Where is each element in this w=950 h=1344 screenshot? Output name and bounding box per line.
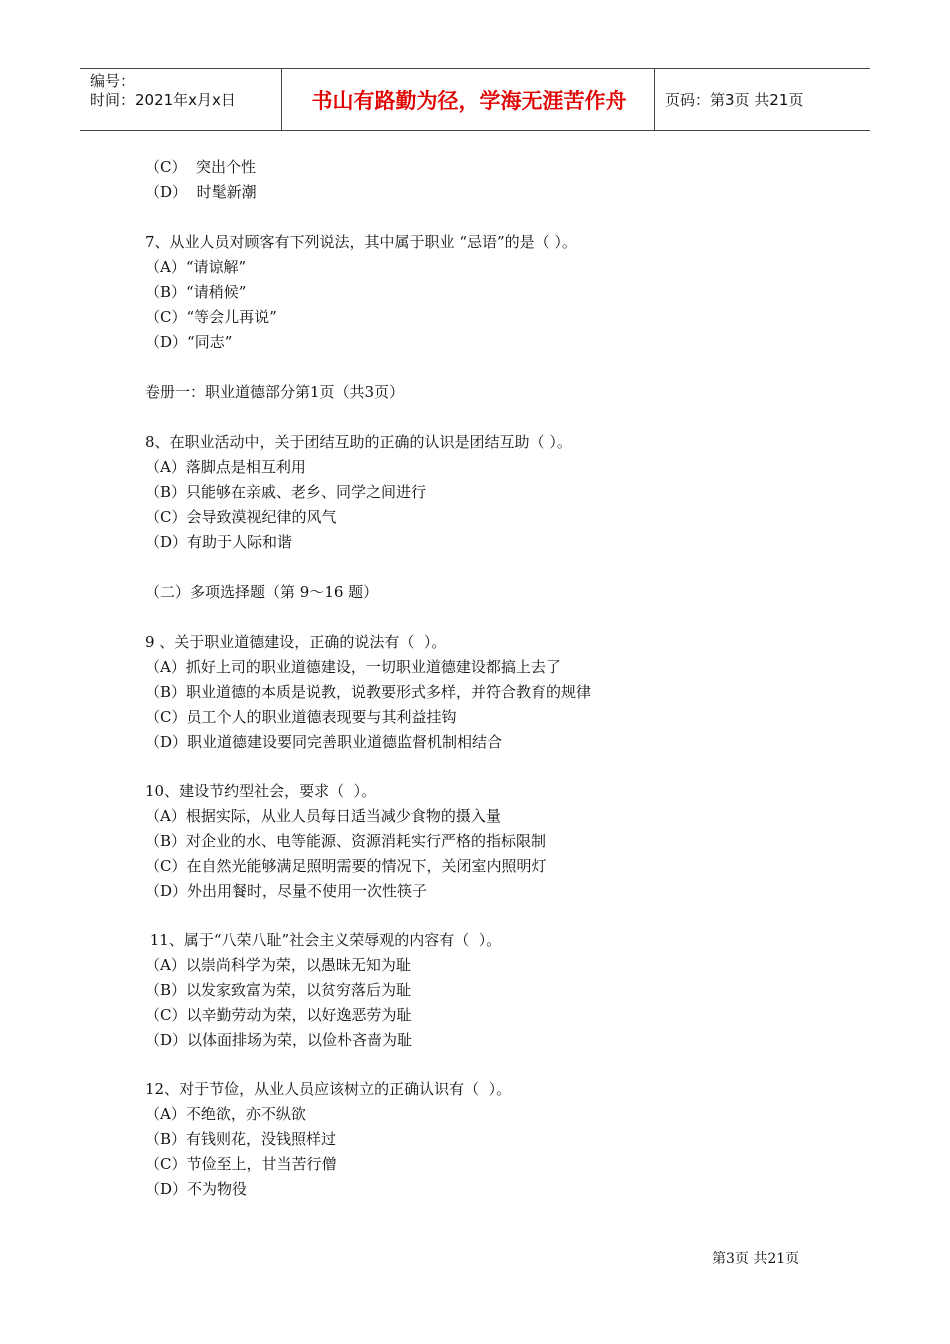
option-line: （A）根据实际，从业人员每日适当减少食物的摄入量 xyxy=(145,807,501,825)
option-line: （D）“同志” xyxy=(145,333,233,351)
section-heading: （二）多项选择题（第 9～16 题） xyxy=(145,583,379,601)
header-meta xyxy=(90,72,236,110)
option-line: （C）“等会儿再说” xyxy=(145,308,277,326)
option-line: （A）抓好上司的职业道德建设，一切职业道德建设都搞上去了 xyxy=(145,658,561,676)
option-line: （D）不为物役 xyxy=(145,1180,248,1198)
option-line: （D） 时髦新潮 xyxy=(145,183,257,201)
option-line: （B）只能够在亲戚、老乡、同学之间进行 xyxy=(145,483,427,501)
option-line: （D）职业道德建设要同完善职业道德监督机制相结合 xyxy=(145,733,503,751)
option-line: （A）落脚点是相互利用 xyxy=(145,458,306,476)
question-line: 10、建设节约型社会，要求（ ）。 xyxy=(145,782,377,800)
question-line: 9 、关于职业道德建设，正确的说法有（ ）。 xyxy=(145,633,447,651)
option-line: （C）节俭至上，甘当苦行僧 xyxy=(145,1155,337,1173)
option-line: （D）有助于人际和谐 xyxy=(145,533,293,551)
header-motto: 书山有路勤为径，学海无涯苦作舟 xyxy=(311,88,627,113)
option-line: （A）“请谅解” xyxy=(145,258,247,276)
option-line: （D）以体面排场为荣，以俭朴吝啬为耻 xyxy=(145,1031,413,1049)
page-header xyxy=(80,68,870,131)
option-line: （B）对企业的水、电等能源、资源消耗实行严格的指标限制 xyxy=(145,832,547,850)
option-line: （A）不绝欲，亦不纵欲 xyxy=(145,1105,306,1123)
option-line: （C）员工个人的职业道德表现要与其利益挂钩 xyxy=(145,708,457,726)
option-line: （B）有钱则花，没钱照样过 xyxy=(145,1130,337,1148)
option-line: （D）外出用餐时，尽量不使用一次性筷子 xyxy=(145,882,428,900)
option-line: （C）会导致漠视纪律的风气 xyxy=(145,508,337,526)
option-line: （B）以发家致富为荣，以贫穷落后为耻 xyxy=(145,981,412,999)
option-line: （B）职业道德的本质是说教，说教要形式多样，并符合教育的规律 xyxy=(145,683,592,701)
page-footer: 第3页 共21页 xyxy=(712,1251,800,1267)
question-line: 8、在职业活动中，关于团结互助的正确的认识是团结互助（ ）。 xyxy=(145,433,572,451)
question-line: 7、从业人员对顾客有下列说法，其中属于职业 “忌语”的是（ ）。 xyxy=(145,233,577,251)
doc-number-label: 编号： xyxy=(90,72,136,90)
option-line: （C）以辛勤劳动为荣，以好逸恶劳为耻 xyxy=(145,1006,412,1024)
option-line: （C）在自然光能够满足照明需要的情况下，关闭室内照明灯 xyxy=(145,857,547,875)
doc-date-label: 时间：2021年x月x日 xyxy=(90,91,236,109)
option-line: （B）“请稍候” xyxy=(145,283,247,301)
option-line: （C） 突出个性 xyxy=(145,158,257,176)
option-line: （A）以崇尚科学为荣，以愚昧无知为耻 xyxy=(145,956,411,974)
question-line: 11、属于“八荣八耻”社会主义荣辱观的内容有（ ）。 xyxy=(145,931,502,949)
section-note: 卷册一：职业道德部分第1页（共3页） xyxy=(145,383,405,401)
header-page-number: 页码：第3页 共21页 xyxy=(665,91,804,109)
question-line: 12、对于节俭，从业人员应该树立的正确认识有（ ）。 xyxy=(145,1080,512,1098)
